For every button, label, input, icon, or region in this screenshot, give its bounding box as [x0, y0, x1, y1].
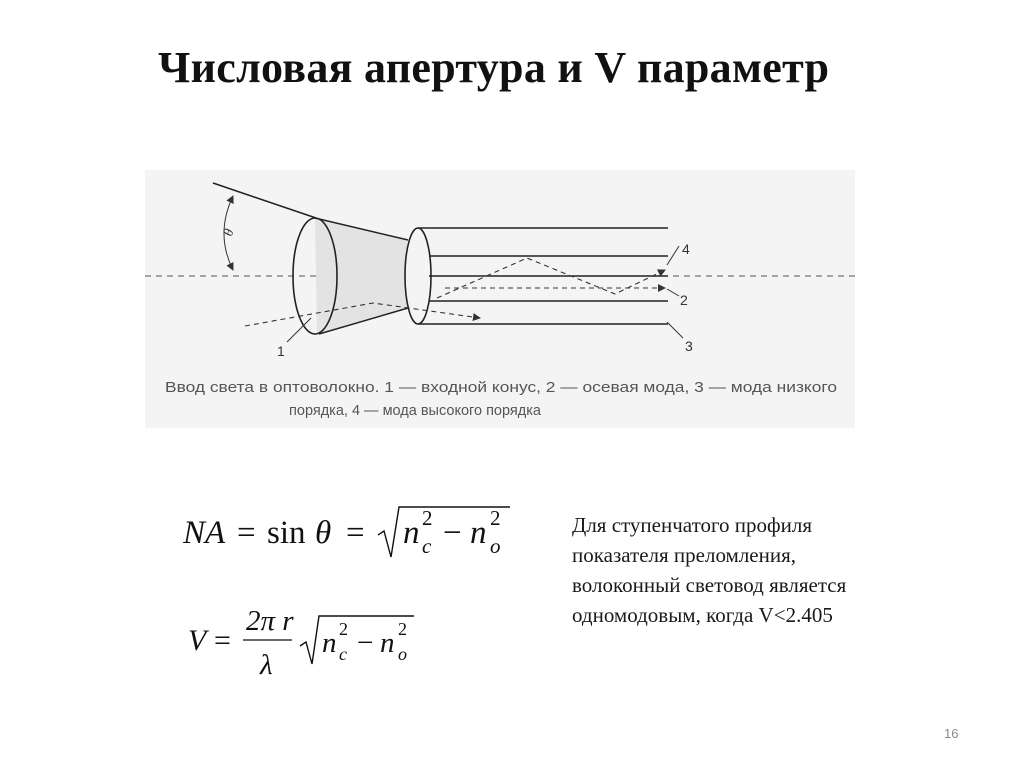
- label-4: 4: [682, 241, 690, 257]
- diagram-caption-line-2: порядка, 4 — мода высокого порядка: [289, 403, 541, 419]
- v-n-outer: n: [380, 627, 395, 659]
- high-order-mode-ray: [437, 258, 665, 298]
- v-minus: −: [357, 627, 374, 659]
- diagram-canvas: [145, 170, 855, 428]
- v-parameter-formula: [180, 600, 425, 686]
- na-sub-core: c: [422, 534, 432, 558]
- label-3: 3: [685, 338, 693, 354]
- na-sup-core: 2: [422, 506, 433, 530]
- v-denominator: λ: [260, 649, 273, 681]
- label-1: 1: [277, 343, 285, 359]
- v-sub-outer: o: [398, 644, 407, 664]
- na-sup-outer: 2: [490, 506, 501, 530]
- slide-title: Числовая апертура и V параметр: [158, 43, 830, 92]
- label-3-leader: [667, 322, 683, 338]
- acceptance-ray: [213, 183, 316, 218]
- na-sub-outer: o: [490, 534, 501, 558]
- na-n-outer: n: [470, 515, 487, 551]
- v-sub-core: c: [339, 644, 347, 664]
- input-cone-fill: [315, 218, 407, 334]
- theta-label: θ: [221, 227, 238, 238]
- label-2: 2: [680, 292, 688, 308]
- na-sin: sin: [267, 515, 306, 551]
- v-equals: =: [214, 624, 231, 657]
- na-equals-2: =: [346, 515, 365, 551]
- na-theta: θ: [315, 515, 332, 551]
- numerical-aperture-formula: [175, 495, 520, 567]
- v-numerator: 2π r: [246, 605, 294, 637]
- diagram-caption-line-1: Ввод света в оптоволокно. 1 — входной конус, 2 — осевая мода, 3 — мода низкого: [165, 380, 837, 396]
- page-number: 16: [944, 726, 959, 741]
- na-minus: −: [443, 515, 462, 551]
- v-formula-canvas: [180, 600, 425, 686]
- note-line-2: показателя преломления,: [572, 543, 797, 567]
- na-equals-1: =: [237, 515, 256, 551]
- fiber-input-diagram: [145, 170, 855, 428]
- note-line-3: волоконный световод является: [572, 573, 847, 597]
- v-symbol: V: [188, 624, 207, 657]
- v-sup-outer: 2: [398, 619, 407, 639]
- na-formula-canvas: [175, 495, 520, 567]
- label-2-leader: [667, 289, 679, 296]
- single-mode-condition-note: [572, 510, 846, 630]
- v-n-core: n: [322, 627, 337, 659]
- note-line-1: Для ступенчатого профиля: [572, 513, 813, 537]
- v-sup-core: 2: [339, 619, 348, 639]
- label-4-leader: [667, 246, 679, 265]
- na-symbol: NA: [183, 515, 226, 551]
- na-n-core: n: [403, 515, 420, 551]
- note-line-4: одномодовым, когда V<2.405: [572, 603, 833, 627]
